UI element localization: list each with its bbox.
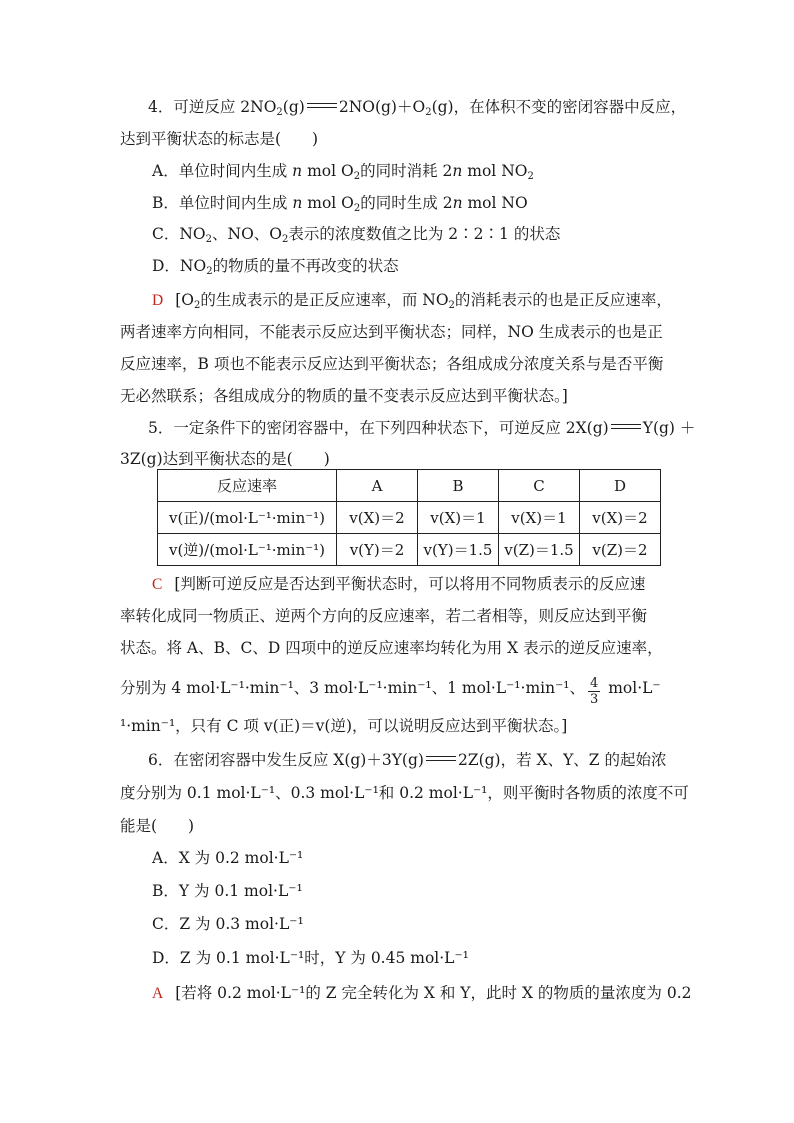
q5-rate-table — [157, 469, 661, 566]
q6-option-d[interactable]: D．Z 为 0.1 mol·L⁻¹时，Y 为 0.45 mol·L⁻¹ — [152, 949, 469, 967]
q5-stem-line2: 3Z(g)达到平衡状态的是( ) — [120, 450, 330, 468]
q4-explanation-line3: 反应速率，B 项也不能表示反应达到平衡状态；各组成成分浓度关系与是否平衡 — [120, 355, 664, 373]
q5-explanation-line4: 分别为 4 mol·L⁻¹·min⁻¹、3 mol·L⁻¹·min⁻¹、1 mol·L⁻¹·min⁻¹、 $\frac{4}{3}$ mol·L⁻ — [120, 676, 661, 707]
table-header-cell: D — [580, 470, 661, 502]
table-cell: v(Y)＝2 — [337, 534, 418, 566]
q5-explanation-line1: C [判断可逆反应是否达到平衡状态时，可以将用不同物质表示的反应速 — [152, 575, 646, 593]
q6-stem-line3: 能是( ) — [120, 817, 195, 835]
q5-explanation-line3: 状态。将 A、B、C、D 四项中的逆反应速率均转化为用 X 表示的逆反应速率， — [120, 639, 663, 657]
table-cell: v(Y)＝1.5 — [418, 534, 499, 566]
q4-explanation-line2: 两者速率方向相同，不能表示反应达到平衡状态；同样，NO 生成表示的也是正 — [120, 323, 663, 341]
q5-explanation-line5: ¹·min⁻¹，只有 C 项 v(正)＝v(逆)，可以说明反应达到平衡状态。] — [120, 717, 568, 735]
q4-option-c[interactable]: C．$NO_2$、NO、$O_2$表示的浓度数值之比为 2∶2∶1 的状态 — [152, 225, 561, 245]
table-header-cell: C — [499, 470, 580, 502]
table-row — [158, 502, 661, 534]
q5-stem: 5．一定条件下的密闭容器中，在下列四种状态下，可逆反应 2X(g) Y(g) ＋ — [148, 419, 696, 437]
table-header-cell: A — [337, 470, 418, 502]
equilibrium-arrow-icon — [307, 102, 337, 110]
q5-answer: C — [152, 576, 163, 593]
table-row-label: v(正)/(mol·L⁻¹·min⁻¹) — [158, 502, 337, 534]
table-row — [158, 534, 661, 566]
q6-option-a[interactable]: A．X 为 0.2 mol·L⁻¹ — [152, 849, 304, 867]
equilibrium-arrow-icon — [611, 423, 641, 431]
q4-answer: D — [152, 292, 164, 309]
table-cell: v(Z)＝1.5 — [499, 534, 580, 566]
q5-explanation-line2: 率转化成同一物质正、逆两个方向的反应速率，若二者相等，则反应达到平衡 — [120, 607, 648, 625]
table-row — [158, 470, 661, 502]
table-cell: v(X)＝1 — [418, 502, 499, 534]
q4-stem: 4．可逆反应 $2NO_2(g)$ $2NO(g)+O_2(g)$，在体积不变的密闭容器中反应， — [148, 98, 687, 118]
table-header-cell: 反应速率 — [158, 470, 337, 502]
q6-stem: 6．在密闭容器中发生反应 X(g)＋3Y(g) 2Z(g)，若 X、Y、Z 的起始浓 — [148, 751, 667, 769]
q6-answer: A — [152, 985, 164, 1002]
q6-option-c[interactable]: C．Z 为 0.3 mol·L⁻¹ — [152, 915, 304, 933]
fraction-four-thirds: $\frac{4}{3}$ — [589, 676, 599, 707]
q6-explanation-line1: A [若将 0.2 mol·L⁻¹的 Z 完全转化为 X 和 Y，此时 X 的物质的量浓度为 0.2 — [152, 984, 692, 1002]
equilibrium-arrow-icon — [426, 755, 456, 763]
q6-option-b[interactable]: B．Y 为 0.1 mol·L⁻¹ — [152, 882, 303, 900]
table-cell: v(X)＝1 — [499, 502, 580, 534]
q4-option-a[interactable]: A．单位时间内生成 n mol $O_2$的同时消耗 2n mol $NO_2$ — [152, 162, 534, 182]
table-cell: v(X)＝2 — [580, 502, 661, 534]
q4-explanation-line4: 无必然联系；各组成成分的物质的量不变表示反应达到平衡状态。] — [120, 387, 568, 405]
table-cell: v(Z)＝2 — [580, 534, 661, 566]
table-cell: v(X)＝2 — [337, 502, 418, 534]
q4-stem-line2: 达到平衡状态的标志是( ) — [120, 130, 319, 148]
q4-explanation-line1: D [$O_2$的生成表示的是正反应速率，而 $NO_2$的消耗表示的也是正反应速率， — [152, 291, 672, 311]
q6-stem-line2: 度分别为 0.1 mol·L⁻¹、0.3 mol·L⁻¹和 0.2 mol·L⁻¹，则平衡时各物质的浓度不可 — [120, 784, 689, 802]
table-row-label: v(逆)/(mol·L⁻¹·min⁻¹) — [158, 534, 337, 566]
q4-option-b[interactable]: B．单位时间内生成 n mol $O_2$的同时生成 2n mol NO — [152, 194, 528, 214]
table-header-cell: B — [418, 470, 499, 502]
q4-option-d[interactable]: D．$NO_2$的物质的量不再改变的状态 — [152, 257, 399, 277]
